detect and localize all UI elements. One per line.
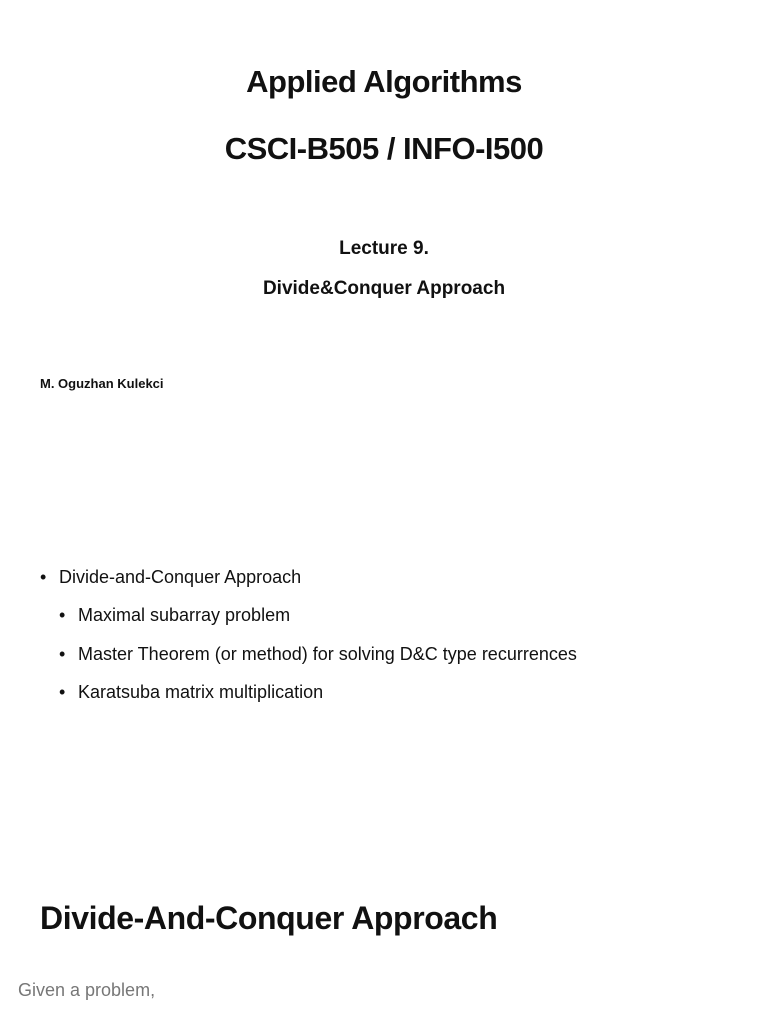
course-code: CSCI-B505 / INFO-I500 [224, 131, 544, 166]
bullet-dot-icon: • [40, 567, 47, 587]
author-name: M. Oguzhan Kulekci [40, 376, 164, 391]
bullet-dot-icon: • [59, 682, 66, 702]
section-heading: Divide-And-Conquer Approach [40, 900, 498, 936]
bullet-dot-icon: • [59, 605, 66, 625]
bullet-text: Divide-and-Conquer Approach [59, 567, 302, 587]
course-title: Applied Algorithms [246, 64, 522, 99]
bullet-text: Maximal subarray problem [78, 605, 291, 625]
bullet-dot-icon: • [59, 644, 66, 664]
bullet-text: Master Theorem (or method) for solving D&C type recurrences [78, 644, 577, 664]
bullet-text: Karatsuba matrix multiplication [78, 682, 324, 702]
lead-text: Given a problem, [18, 980, 156, 1000]
lecture-number: Lecture 9. [339, 238, 429, 259]
lecture-topic: Divide&Conquer Approach [262, 278, 506, 299]
